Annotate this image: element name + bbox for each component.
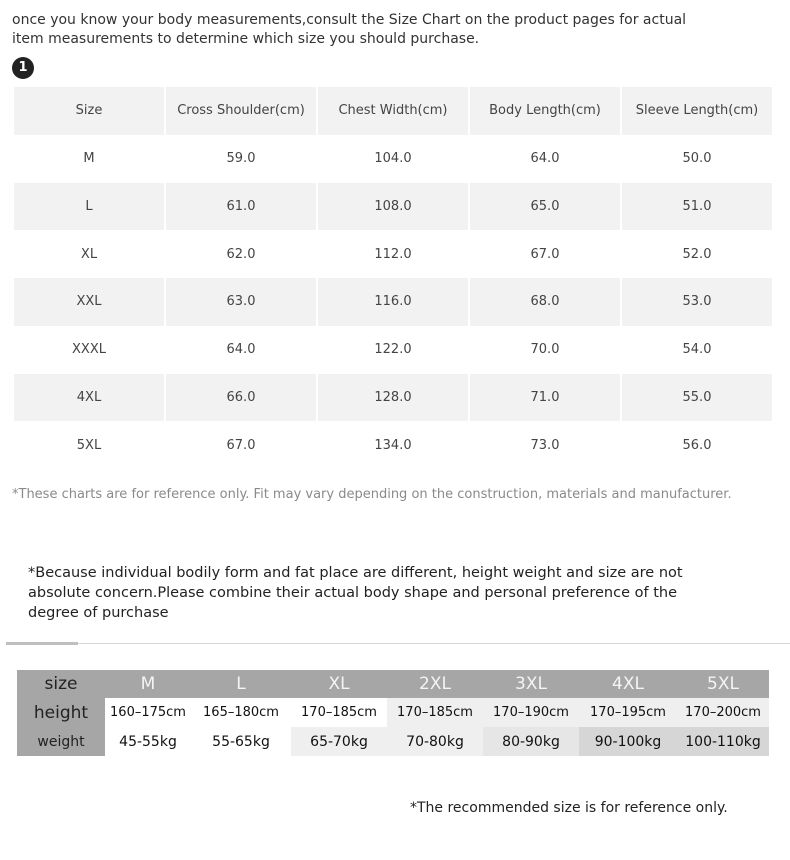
- cell-size: 4XL: [14, 374, 164, 422]
- header-body-length: Body Length(cm): [470, 87, 620, 135]
- table-row: [14, 326, 772, 374]
- hw-weight-cell: 55-65kg: [191, 727, 291, 756]
- hw-size-cell: M: [105, 670, 191, 698]
- cell-body-length: 73.0: [530, 437, 560, 453]
- header-chest-width: Chest Width(cm): [318, 87, 468, 135]
- recommended-size-note: *The recommended size is for reference only.: [410, 800, 728, 816]
- hw-weight-cell: 45-55kg: [105, 727, 191, 756]
- cell-chest-width: 128.0: [318, 374, 468, 422]
- hw-height-cell: 170–195cm: [579, 698, 677, 727]
- cell-cross-shoulder: 59.0: [226, 151, 256, 167]
- cell-size: XL: [80, 246, 98, 262]
- cell-cross-shoulder: 63.0: [166, 278, 316, 326]
- hw-height-cell: 160–175cm: [105, 698, 191, 727]
- hw-size-cell: 3XL: [483, 670, 579, 698]
- table-row: [14, 421, 772, 469]
- cell-cross-shoulder: 62.0: [226, 246, 256, 262]
- row-label-size: size: [17, 670, 105, 698]
- cell-sleeve-length: 50.0: [682, 151, 712, 167]
- cell-sleeve-length: 52.0: [682, 246, 712, 262]
- header-cross-shoulder: Cross Shoulder(cm): [166, 87, 316, 135]
- size-chart-table: [12, 87, 774, 469]
- hw-height-row: [17, 698, 769, 727]
- hw-weight-cell: 90-100kg: [579, 727, 677, 756]
- cell-chest-width: 122.0: [374, 342, 412, 358]
- body-shape-note: *Because individual bodily form and fat place are different, height weight and size are not absolute concern.Please combine their actual body shape and personal preference of the degree of purchase: [28, 565, 683, 621]
- cell-cross-shoulder: 61.0: [166, 183, 316, 231]
- hw-height-cell: 165–180cm: [191, 698, 291, 727]
- intro-text: once you know your body measurements,consult the Size Chart on the product pages for actual item measurements to determine which size you should purchase.: [12, 12, 687, 47]
- hw-height-cell: 170–185cm: [387, 698, 483, 727]
- hw-size-row: [17, 670, 769, 698]
- reference-disclaimer: *These charts are for reference only. Fit may vary depending on the construction, materials and manufacturer.: [12, 487, 732, 502]
- hw-height-cell: 170–200cm: [677, 698, 769, 727]
- header-size: Size: [14, 87, 164, 135]
- height-weight-table: [17, 670, 769, 756]
- cell-body-length: 70.0: [530, 342, 560, 358]
- cell-body-length: 71.0: [470, 374, 620, 422]
- table-row: [14, 230, 772, 278]
- cell-cross-shoulder: 66.0: [166, 374, 316, 422]
- cell-body-length: 64.0: [530, 151, 560, 167]
- cell-size: XXXL: [72, 342, 106, 358]
- hw-height-cell: 170–185cm: [291, 698, 387, 727]
- step-number-badge: 1: [12, 57, 34, 79]
- hw-size-cell: 5XL: [677, 670, 769, 698]
- row-label-height: height: [17, 698, 105, 727]
- size-chart-header-row: [14, 87, 772, 135]
- cell-chest-width: 112.0: [374, 246, 412, 262]
- table-row: [14, 135, 772, 183]
- cell-size: XXL: [14, 278, 164, 326]
- hw-weight-cell: 80-90kg: [483, 727, 579, 756]
- hw-size-cell: 4XL: [579, 670, 677, 698]
- cell-cross-shoulder: 67.0: [226, 437, 256, 453]
- cell-size: L: [14, 183, 164, 231]
- table-row: [14, 374, 772, 422]
- hw-weight-cell: 100-110kg: [677, 727, 769, 756]
- hw-weight-row: [17, 727, 769, 756]
- cell-sleeve-length: 56.0: [682, 437, 712, 453]
- cell-body-length: 68.0: [470, 278, 620, 326]
- cell-chest-width: 116.0: [318, 278, 468, 326]
- cell-body-length: 67.0: [530, 246, 560, 262]
- cell-size: 5XL: [76, 437, 102, 453]
- table-row: [14, 278, 772, 326]
- section-divider-accent: [6, 642, 78, 645]
- cell-chest-width: 134.0: [374, 437, 412, 453]
- cell-chest-width: 108.0: [318, 183, 468, 231]
- hw-weight-cell: 65-70kg: [291, 727, 387, 756]
- cell-sleeve-length: 51.0: [622, 183, 772, 231]
- row-label-weight: weight: [17, 727, 105, 756]
- cell-sleeve-length: 55.0: [622, 374, 772, 422]
- hw-height-cell: 170–190cm: [483, 698, 579, 727]
- section-divider: [6, 643, 790, 644]
- cell-sleeve-length: 54.0: [682, 342, 712, 358]
- hw-weight-cell: 70-80kg: [387, 727, 483, 756]
- header-sleeve-length: Sleeve Length(cm): [622, 87, 772, 135]
- cell-body-length: 65.0: [470, 183, 620, 231]
- hw-size-cell: L: [191, 670, 291, 698]
- hw-size-cell: XL: [291, 670, 387, 698]
- cell-size: M: [83, 151, 95, 167]
- hw-size-cell: 2XL: [387, 670, 483, 698]
- cell-cross-shoulder: 64.0: [226, 342, 256, 358]
- cell-chest-width: 104.0: [374, 151, 412, 167]
- table-row: [14, 183, 772, 231]
- cell-sleeve-length: 53.0: [622, 278, 772, 326]
